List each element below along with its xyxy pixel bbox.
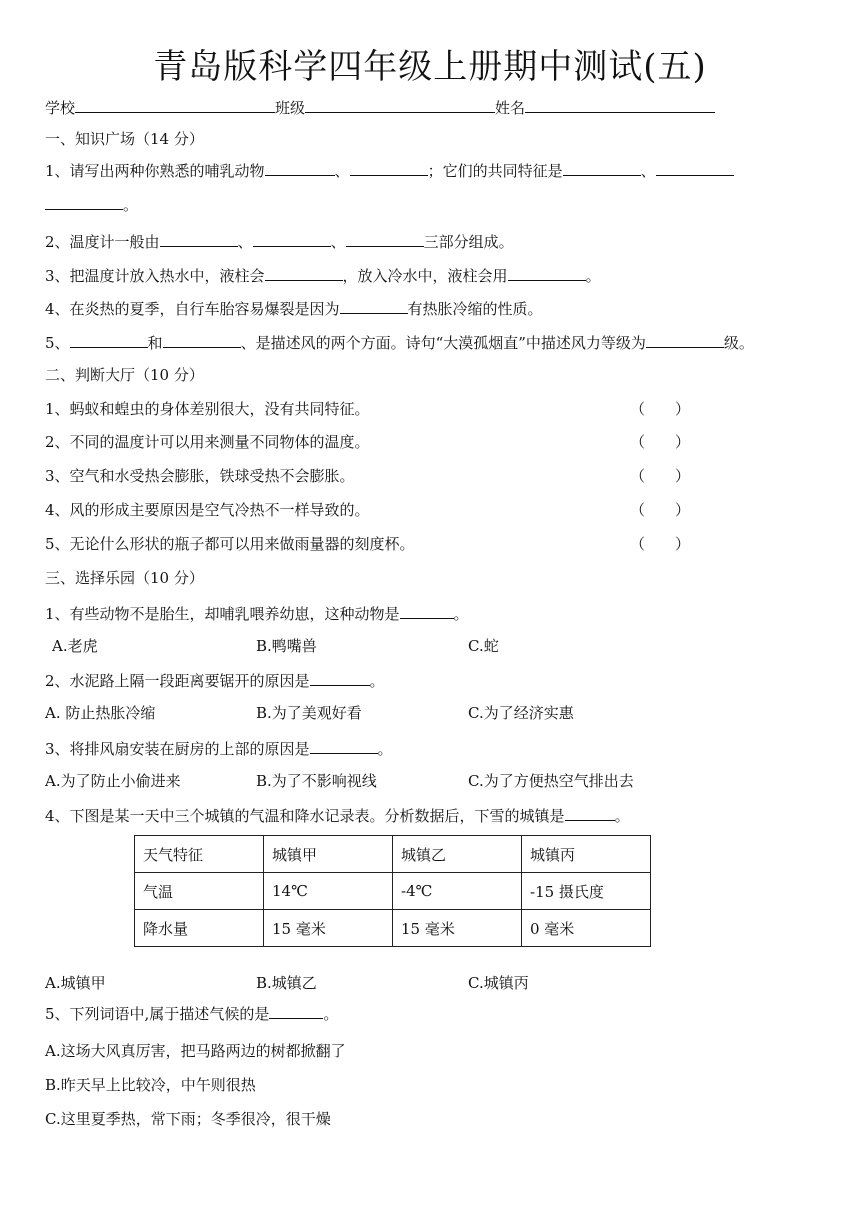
table-cell: -4℃ [393,873,522,910]
answer-blank[interactable] [310,737,378,754]
page-title: 青岛版科学四年级上册期中测试(五) [153,47,707,87]
table-cell: 0 毫米 [522,910,651,947]
s2-statement-1: 1、蚂蚁和蝗虫的身体差别很大，没有共同特征。 [45,400,370,418]
student-info-line [45,96,715,118]
answer-blank[interactable] [646,331,724,348]
option-b[interactable]: B.城镇乙 [256,974,317,992]
option-a[interactable]: A.城镇甲 [45,974,106,992]
s2-statement-5: 5、无论什么形状的瓶子都可以用来做雨量器的刻度杯。 [45,535,415,553]
table-cell: 城镇丙 [522,836,651,873]
answer-blank[interactable] [160,230,238,247]
table-row [135,873,651,910]
table-row [135,910,651,947]
judgment-paren[interactable]: （ ） [630,535,691,553]
option-b[interactable]: B.鸭嘴兽 [256,637,317,655]
option-a[interactable]: A.老虎 [52,637,98,655]
s2-statement-4: 4、风的形成主要原因是空气冷热不一样导致的。 [45,501,370,519]
s1-question-1-cont: 。 [45,193,138,215]
answer-blank[interactable] [269,1002,323,1019]
s1-question-1: 1、请写出两种你熟悉的哺乳动物 、 ；它们的共同特征是 、 [45,159,734,181]
answer-blank[interactable] [656,159,734,176]
table-cell: 14℃ [264,873,393,910]
table-cell: 天气特征 [135,836,264,873]
s1-question-4: 4、在炎热的夏季，自行车胎容易爆裂是因为 有热胀冷缩的性质。 [45,297,543,319]
option-b[interactable]: B.为了不影响视线 [256,772,377,790]
answer-blank[interactable] [265,264,343,281]
option-c[interactable]: C.这里夏季热，常下雨；冬季很冷，很干燥 [45,1110,331,1128]
table-header-row [135,836,651,873]
table-cell: 城镇甲 [264,836,393,873]
option-c[interactable]: C.为了方便热空气排出去 [468,772,634,790]
s1-question-2: 2、温度计一般由 、 、 三部分组成。 [45,230,514,252]
class-blank[interactable] [305,96,495,113]
table-cell: 降水量 [135,910,264,947]
option-c[interactable]: C.蛇 [468,637,499,655]
s3-question-3: 3、将排风扇安装在厨房的上部的原因是 。 [45,737,393,759]
option-b[interactable]: B.昨天早上比较冷，中午则很热 [45,1076,256,1094]
table-cell: 气温 [135,873,264,910]
s2-statement-3: 3、空气和水受热会膨胀，铁球受热不会膨胀。 [45,467,355,485]
answer-blank[interactable] [310,669,370,686]
answer-blank[interactable] [340,297,408,314]
answer-blank[interactable] [70,331,148,348]
s3-question-1: 1、有些动物不是胎生，却哺乳喂养幼崽，这种动物是 。 [45,602,469,624]
answer-blank[interactable] [400,602,454,619]
s2-statement-2: 2、不同的温度计可以用来测量不同物体的温度。 [45,433,370,451]
school-label: 学校 [45,99,76,117]
weather-table [134,835,651,947]
s3-question-2: 2、水泥路上隔一段距离要锯开的原因是 。 [45,669,385,691]
school-blank[interactable] [75,96,275,113]
option-c[interactable]: C.城镇丙 [468,974,529,992]
s3-question-5: 5、下列词语中,属于描述气候的是 。 [45,1002,338,1024]
answer-blank[interactable] [163,331,241,348]
answer-blank[interactable] [45,193,123,210]
section-3-heading: 三、选择乐园（10 分） [45,569,204,587]
table-cell: 城镇乙 [393,836,522,873]
judgment-paren[interactable]: （ ） [630,433,691,451]
name-blank[interactable] [525,96,715,113]
answer-blank[interactable] [563,159,641,176]
judgment-paren[interactable]: （ ） [630,467,691,485]
table-cell: -15 摄氏度 [522,873,651,910]
s1-question-3: 3、把温度计放入热水中，液柱会 ，放入冷水中，液柱会用 。 [45,264,601,286]
judgment-paren[interactable]: （ ） [630,501,691,519]
answer-blank[interactable] [565,804,615,821]
answer-blank[interactable] [508,264,586,281]
table-cell: 15 毫米 [264,910,393,947]
option-a[interactable]: A.为了防止小偷进来 [45,772,181,790]
s3-question-4: 4、下图是某一天中三个城镇的气温和降水记录表。分析数据后，下雪的城镇是 。 [45,804,630,826]
answer-blank[interactable] [350,159,428,176]
section-2-heading: 二、判断大厅（10 分） [45,366,204,384]
option-a[interactable]: A.这场大风真厉害，把马路两边的树都掀翻了 [45,1042,346,1060]
s1-question-5: 5、 和 、是描述风的两个方面。诗句“大漠孤烟直”中描述风力等级为 级。 [45,331,754,353]
option-b[interactable]: B.为了美观好看 [256,704,362,722]
answer-blank[interactable] [265,159,335,176]
table-cell: 15 毫米 [393,910,522,947]
option-a[interactable]: A. 防止热胀冷缩 [45,704,156,722]
class-label: 班级 [275,99,306,117]
option-c[interactable]: C.为了经济实惠 [468,704,574,722]
judgment-paren[interactable]: （ ） [630,400,691,418]
answer-blank[interactable] [253,230,331,247]
name-label: 姓名 [495,99,526,117]
answer-blank[interactable] [346,230,424,247]
section-1-heading: 一、知识广场（14 分） [45,130,204,148]
